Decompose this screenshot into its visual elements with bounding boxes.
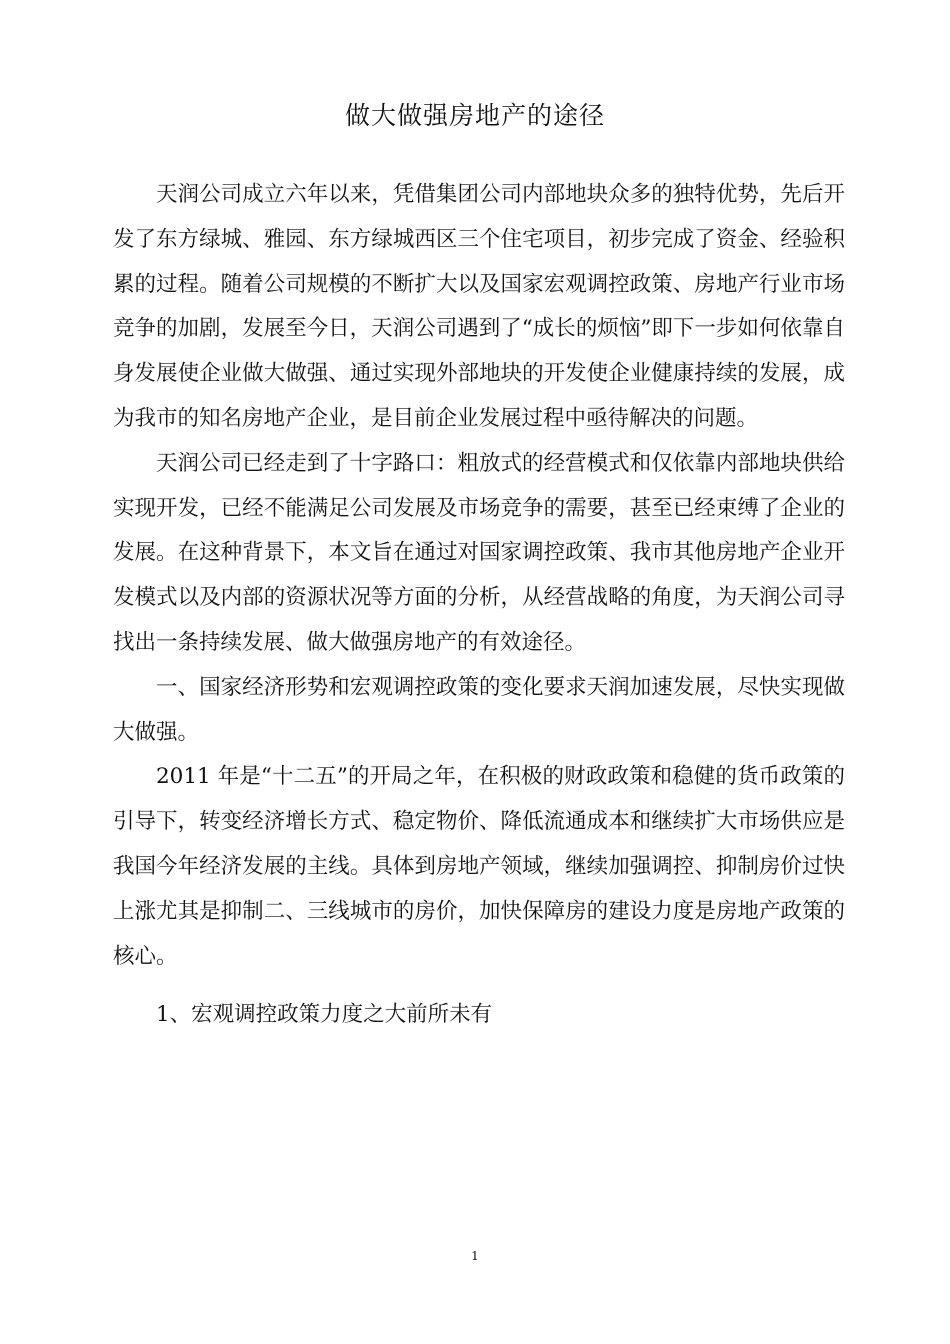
document-title: 做大做强房地产的途径	[344, 101, 605, 130]
page-number: 1	[471, 1249, 479, 1263]
paragraph-intro: 天润公司成立六年以来，凭借集团公司内部地块众多的独特优势，先后开发了东方绿城、雅园、东方绿城西区三个住宅项目，初步完成了资金、经验积累的过程。随着公司规模的不断扩大以及国家宏观调控政策、房地产行业市场竞争的加剧，发展至今日，天润公司遇到了“成长的烦恼”即下一步如何依靠自身发展使企业做大做强、通过实现外部地块的开发使企业健康持续的发展，成为我市的知名房地产企业，是目前企业发展过程中亟待解决的问题。	[113, 182, 845, 431]
section-heading-one: 一、国家经济形势和宏观调控政策的变化要求天润加速发展，尽快实现做大做强。	[113, 674, 845, 745]
paragraph-2011: 2011 年是“十二五”的开局之年，在积极的财政政策和稳健的货币政策的引导下，转变经济增长方式、稳定物价、降低流通成本和继续扩大市场供应是我国今年经济发展的主线。具体到房地产领域，继续加强调控、抑制房价过快上涨尤其是抑制二、三线城市的房价，加快保障房的建设力度是房地产政策的核心。	[113, 764, 845, 969]
document-body	[113, 173, 845, 1038]
subsection-heading-one: 1、宏观调控政策力度之大前所未有	[156, 1002, 493, 1028]
paragraph-crossroads: 天润公司已经走到了十字路口：粗放式的经营模式和仅依靠内部地块供给实现开发，已经不能满足公司发展及市场竞争的需要，甚至已经束缚了企业的发展。在这种背景下，本文旨在通过对国家调控政策、我市其他房地产企业开发模式以及内部的资源状况等方面的分析，从经营战略的角度，为天润公司寻找出一条持续发展、做大做强房地产的有效途径。	[113, 450, 845, 655]
